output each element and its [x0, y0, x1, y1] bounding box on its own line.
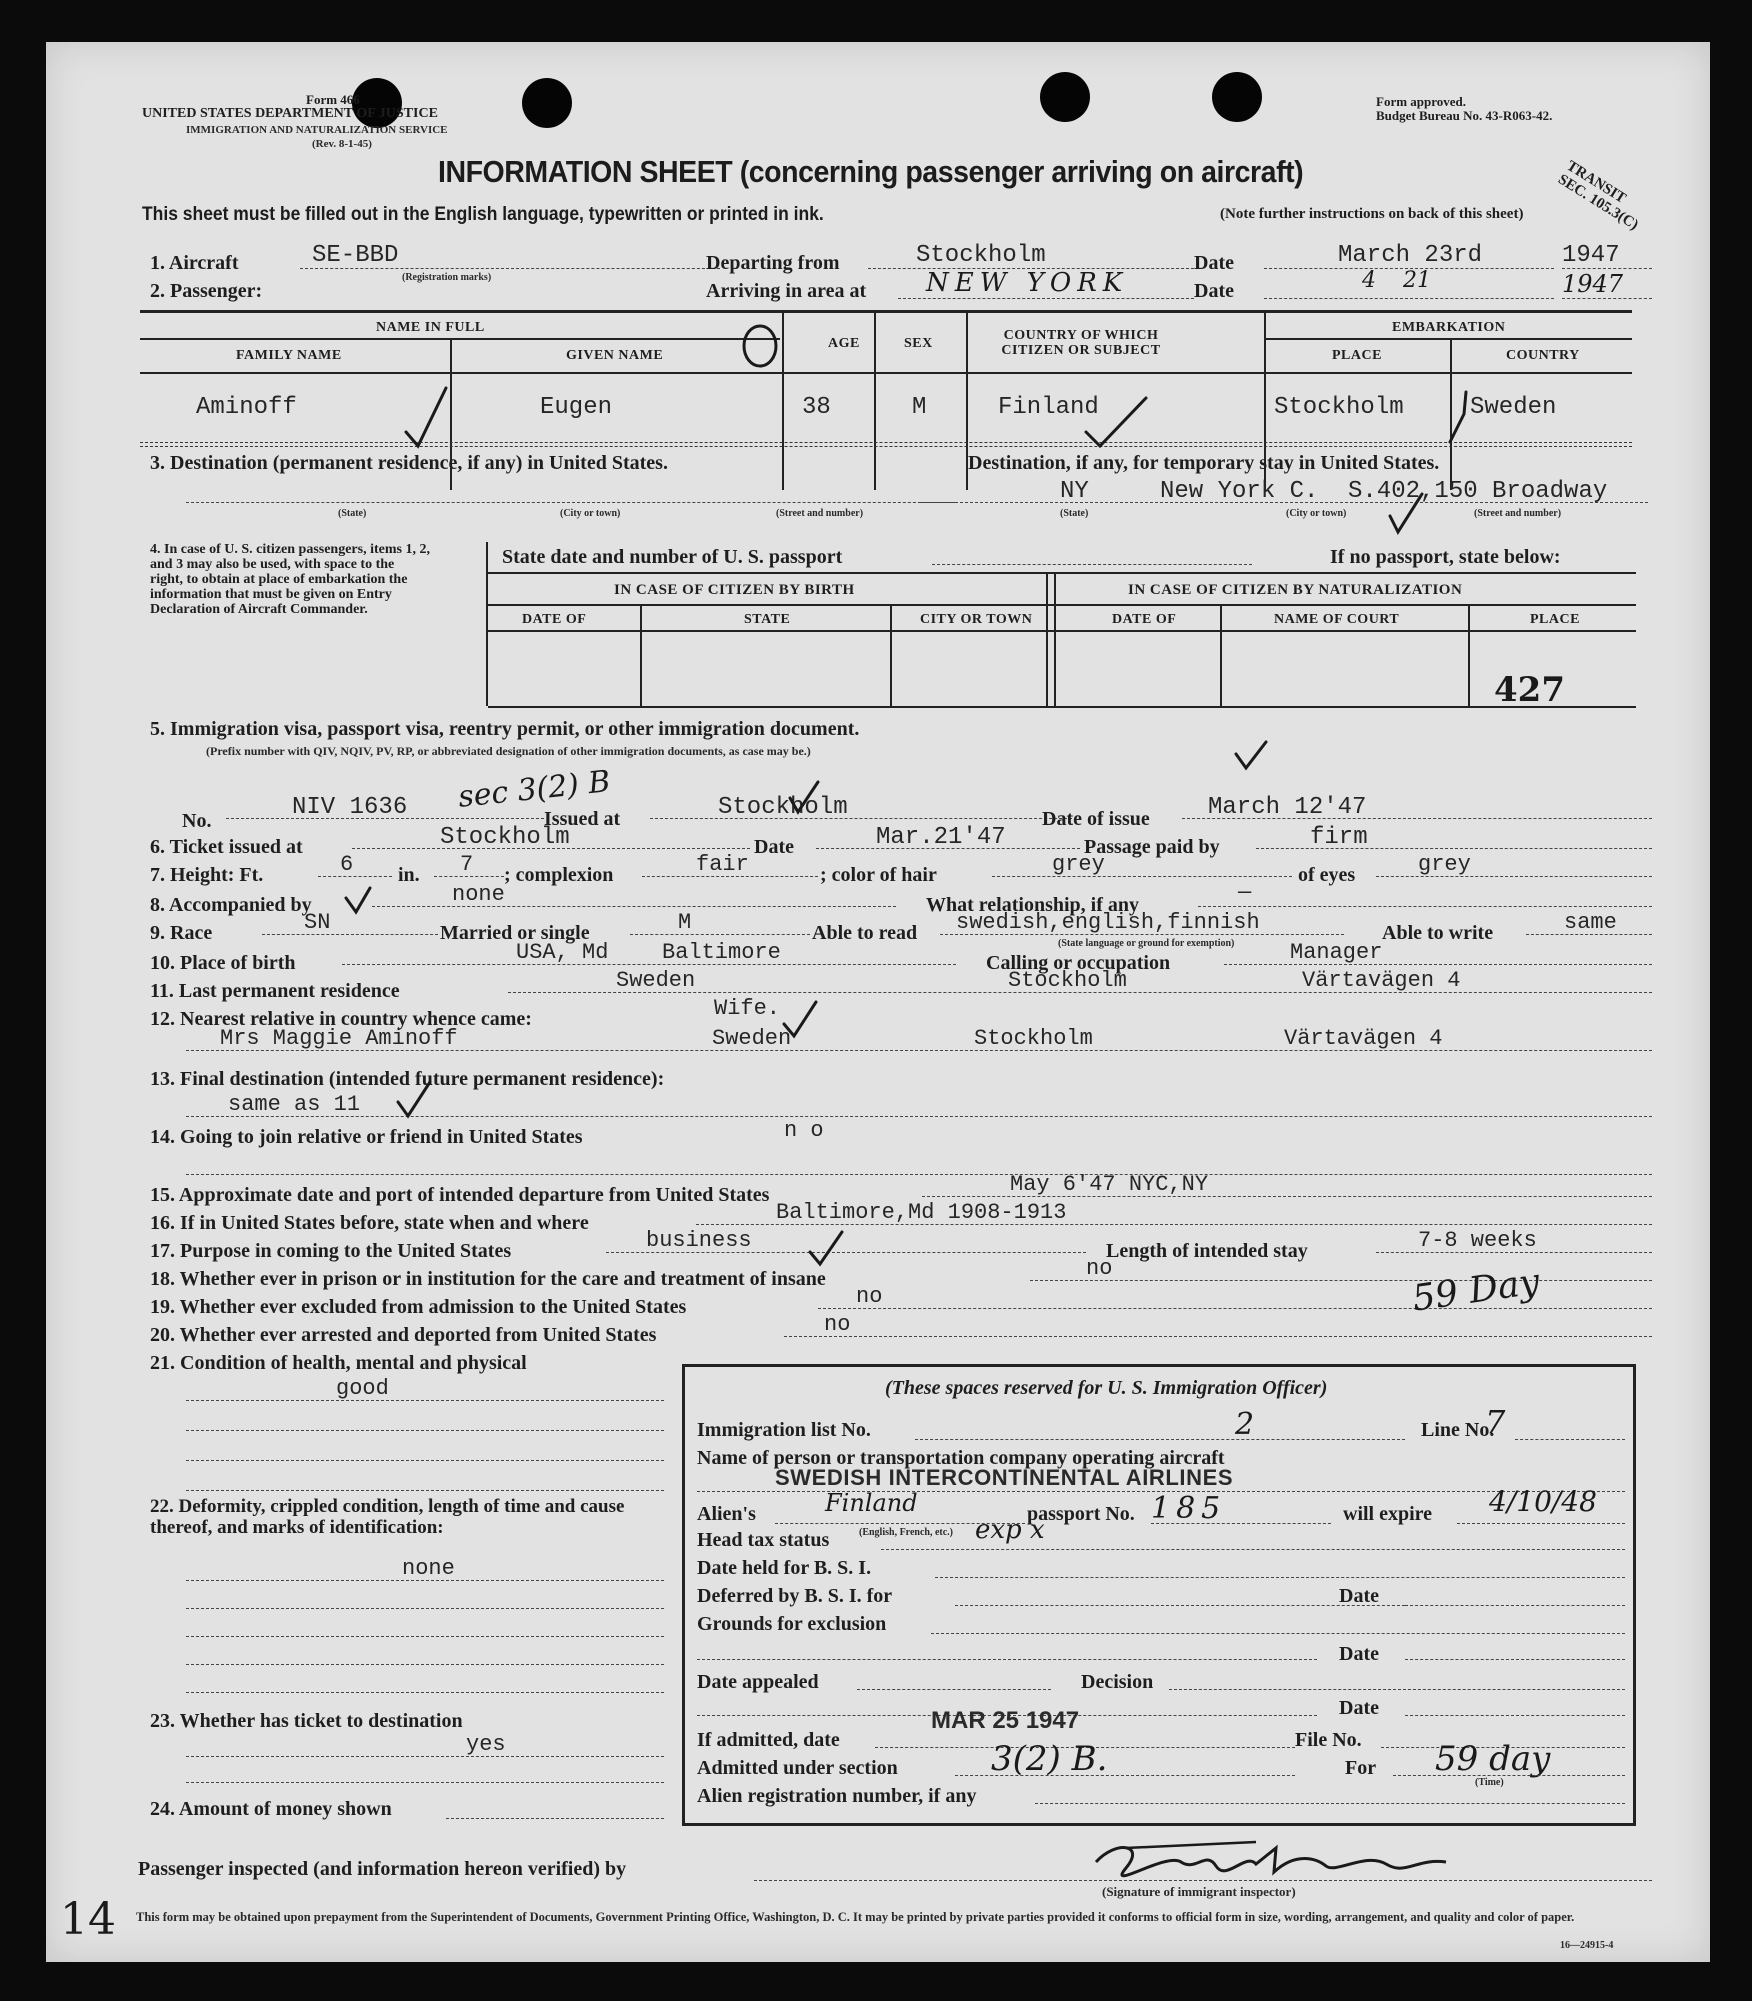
final-dest-value[interactable]: same as 11	[228, 1092, 361, 1117]
issue-date-value[interactable]: March 12'47	[1208, 794, 1367, 821]
officer-box-title: (These spaces reserved for U. S. Immigration Officer)	[885, 1377, 1328, 1399]
officer-box	[682, 1364, 1636, 1826]
passage-paid-label: Passage paid by	[1084, 836, 1220, 858]
no-passport-label: If no passport, state below:	[1330, 546, 1561, 568]
list-no-label: Immigration list No.	[697, 1419, 871, 1441]
aliens-value[interactable]: Finland	[825, 1489, 918, 1517]
punch-hole	[522, 78, 572, 128]
table-top-rule	[140, 310, 1632, 313]
form-sheet	[46, 42, 1710, 1962]
previous-visit-value[interactable]: Baltimore,Md 1908-1913	[776, 1200, 1067, 1225]
last-residence-label: 11. Last permanent residence	[150, 980, 400, 1002]
arrive-year-value[interactable]: 1947	[1562, 270, 1624, 298]
reg-marks-caption: (Registration marks)	[402, 272, 492, 283]
inspector-signature	[1086, 1822, 1466, 1892]
occupation-value[interactable]: Manager	[1290, 940, 1383, 965]
prison-label: 18. Whether ever in prison or in institution for the care and treatment of insane	[150, 1268, 826, 1290]
perm-state-caption: (State)	[338, 508, 367, 519]
family-name-header: FAMILY NAME	[236, 348, 342, 363]
departing-value[interactable]: Stockholm	[916, 242, 1046, 269]
purpose-value[interactable]: business	[646, 1228, 752, 1253]
hair-value[interactable]: grey	[1052, 852, 1105, 877]
join-relative-label: 14. Going to join relative or friend in United States	[150, 1126, 583, 1148]
relative-name-value[interactable]: Mrs Maggie Aminoff	[220, 1026, 458, 1051]
relative-city-value[interactable]: Stockholm	[974, 1026, 1093, 1051]
relative-country-value[interactable]: Sweden	[712, 1026, 792, 1051]
height-ft-value[interactable]: 6	[340, 852, 354, 877]
read-caption: (State language or ground for exemption)	[1058, 938, 1235, 949]
issue-date-label: Date of issue	[1042, 808, 1150, 830]
ticket-value[interactable]: Stockholm	[440, 824, 570, 851]
write-value[interactable]: same	[1564, 910, 1617, 935]
married-value[interactable]: M	[678, 910, 692, 935]
prison-value[interactable]: no	[1086, 1256, 1113, 1281]
relative-street-value[interactable]: Värtavägen 4	[1284, 1026, 1443, 1051]
deported-value[interactable]: no	[824, 1312, 851, 1337]
department: UNITED STATES DEPARTMENT OF JUSTICE	[142, 106, 438, 121]
form-title: INFORMATION SHEET (concerning passenger arriving on aircraft)	[438, 154, 1304, 189]
line-no-value[interactable]: 7	[1485, 1403, 1506, 1441]
purpose-label: 17. Purpose in coming to the United States	[150, 1240, 512, 1262]
complexion-label: ; complexion	[504, 864, 614, 886]
relative-label: 12. Nearest relative in country whence came:	[150, 1008, 532, 1030]
bsi-label: Date held for B. S. I.	[697, 1557, 872, 1579]
head-tax-label: Head tax status	[697, 1529, 830, 1551]
last-residence-country-value[interactable]: Sweden	[616, 968, 696, 993]
deferred-date-label: Date	[1339, 1585, 1379, 1607]
height-in-value[interactable]: 7	[460, 852, 474, 877]
appealed-label: Date appealed	[697, 1671, 819, 1693]
list-no-value[interactable]: 2	[1235, 1407, 1255, 1442]
relationship-label: What relationship, if any	[926, 894, 1139, 916]
age-value[interactable]: 38	[802, 394, 831, 421]
citizen-nat-header: IN CASE OF CITIZEN BY NATURALIZATION	[1128, 582, 1463, 598]
join-relative-value[interactable]: n o	[784, 1118, 824, 1143]
temp-street-caption: (Street and number)	[1474, 508, 1562, 519]
birthplace-label: 10. Place of birth	[150, 952, 296, 974]
given-name-value[interactable]: Eugen	[540, 394, 613, 421]
age-header: AGE	[828, 336, 860, 351]
hair-label: ; color of hair	[820, 864, 937, 886]
temp-city-value[interactable]: New York C.	[1160, 478, 1319, 505]
deported-label: 20. Whether ever arrested and deported from United States	[150, 1324, 657, 1346]
expire-label: will expire	[1343, 1503, 1433, 1525]
ticket-dest-value[interactable]: yes	[466, 1732, 506, 1757]
embark-country-value[interactable]: Sweden	[1470, 394, 1557, 421]
citizen-instructions: 4. In case of U. S. citizen passengers, items 1, 2, and 3 may also be used, with space to the right, to obtain at place of embarkation the information that must be given on Entry Declaration of Aircraft Commander.	[150, 542, 430, 617]
birth-city-col: CITY OR TOWN	[920, 612, 1033, 627]
officer-passport-label: passport No.	[1027, 1503, 1135, 1525]
issued-at-value[interactable]: Stockholm	[718, 794, 848, 821]
arriving-value[interactable]: NEW YORK	[926, 268, 1129, 298]
ticket-label: 6. Ticket issued at	[150, 836, 303, 858]
head-tax-value[interactable]: exp x	[975, 1515, 1045, 1545]
stay-length-label: Length of intended stay	[1106, 1240, 1308, 1262]
last-residence-city-value[interactable]: Stockholm	[1008, 968, 1127, 993]
race-label: 9. Race	[150, 922, 213, 944]
excluded-label: 19. Whether ever excluded from admission to the United States	[150, 1296, 687, 1318]
occupation-label: Calling or occupation	[986, 952, 1171, 974]
embark-place-value[interactable]: Stockholm	[1274, 394, 1404, 421]
expire-value[interactable]: 4/10/48	[1489, 1485, 1597, 1518]
stay-length-value[interactable]: 7-8 weeks	[1418, 1228, 1537, 1253]
height-in-label: in.	[398, 864, 420, 886]
complexion-value[interactable]: fair	[696, 852, 749, 877]
file-no-label: File No.	[1295, 1729, 1362, 1751]
height-label: 7. Height: Ft.	[150, 864, 264, 886]
health-value[interactable]: good	[336, 1376, 389, 1401]
nat-place-col: PLACE	[1530, 612, 1580, 627]
line-no-label: Line No.	[1421, 1419, 1495, 1441]
departure-value[interactable]: May 6'47 NYC,NY	[1010, 1172, 1209, 1197]
birth-date-col: DATE OF	[522, 612, 587, 627]
revision: (Rev. 8-1-45)	[312, 138, 372, 150]
citizen-birth-header: IN CASE OF CITIZEN BY BIRTH	[614, 582, 855, 598]
days-annotation: 59 Day	[1409, 1261, 1543, 1320]
relative-relation-value[interactable]: Wife.	[714, 996, 781, 1021]
birthplace-country-value[interactable]: USA, Md	[516, 940, 609, 965]
read-label: Able to read	[812, 922, 918, 944]
citizen-value[interactable]: Finland	[998, 394, 1099, 421]
destination-perm-label: 3. Destination (permanent residence, if any) in United States.	[150, 452, 668, 474]
passage-paid-value[interactable]: firm	[1310, 824, 1368, 851]
eyes-value[interactable]: grey	[1418, 852, 1471, 877]
deferred-label: Deferred by B. S. I. for	[697, 1585, 893, 1607]
immigration-doc-label: 5. Immigration visa, passport visa, reentry permit, or other immigration document.	[150, 718, 860, 740]
registration-label: Alien registration number, if any	[697, 1785, 977, 1807]
deformity-label: 22. Deformity, crippled condition, length of time and cause thereof, and marks of identification:	[150, 1496, 625, 1538]
citizen-header: COUNTRY OF WHICH CITIZEN OR SUBJECT	[1001, 328, 1161, 358]
temp-state-value[interactable]: NY	[1060, 478, 1089, 505]
officer-passport-value[interactable]: 185	[1151, 1491, 1227, 1526]
fine-print: This form may be obtained upon prepayment from the Superintendent of Documents, Government Printing Office, Washington, D. C. It may be printed by private parties provided it conforms to official form in size, wording, arrangement, and quality and color of paper.	[136, 1910, 1575, 1924]
visa-annotation: sec 3(2) B	[456, 764, 613, 815]
form-code: 16—24915-4	[1560, 1940, 1614, 1951]
service: IMMIGRATION AND NATURALIZATION SERVICE	[186, 124, 448, 136]
immigration-doc-note: (Prefix number with QIV, NQIV, PV, RP, or abbreviated designation of other immigration documents, as case may be.)	[206, 744, 811, 758]
last-residence-street-value[interactable]: Värtavägen 4	[1302, 968, 1461, 993]
transit-stamp: TRANSIT SEC. 105.3(C)	[1555, 157, 1641, 234]
appeal-date-label: Date	[1339, 1697, 1379, 1719]
nat-place-value[interactable]: 427	[1494, 670, 1565, 710]
destination-temp-label: Destination, if any, for temporary stay in United States.	[968, 452, 1440, 474]
arriving-label: Arriving in area at	[706, 280, 867, 302]
accompanied-label: 8. Accompanied by	[150, 894, 312, 916]
admitted-date-label: If admitted, date	[697, 1729, 840, 1751]
final-dest-label: 13. Final destination (intended future permanent residence):	[150, 1068, 665, 1090]
instruction-left: This sheet must be filled out in the English language, typewritten or printed in ink.	[142, 204, 824, 225]
accompanied-value[interactable]: none	[452, 882, 505, 907]
signature-caption: (Signature of immigrant inspector)	[1102, 1884, 1296, 1899]
depart-date-label: Date	[1194, 252, 1234, 274]
for-label: For	[1345, 1757, 1377, 1779]
form-number: Form 466	[306, 92, 360, 107]
relationship-value[interactable]: —	[1238, 880, 1252, 905]
visa-no-value[interactable]: NIV 1636	[292, 794, 408, 821]
family-name-value[interactable]: Aminoff	[196, 394, 297, 421]
punch-hole	[1212, 72, 1262, 122]
birth-state-col: STATE	[744, 612, 791, 627]
eyes-label: of eyes	[1298, 864, 1356, 886]
sex-value[interactable]: M	[912, 394, 927, 421]
depart-date-value[interactable]: March 23rd	[1338, 242, 1483, 269]
time-caption: (Time)	[1475, 1777, 1504, 1788]
nat-date-col: DATE OF	[1112, 612, 1177, 627]
embark-country-header: COUNTRY	[1506, 348, 1580, 363]
deformity-value[interactable]: none	[402, 1556, 455, 1581]
nat-court-col: NAME OF COURT	[1274, 612, 1400, 627]
issued-at-label: Issued at	[544, 808, 621, 830]
grounds-label: Grounds for exclusion	[697, 1613, 887, 1635]
sex-header: SEX	[904, 336, 933, 351]
read-value[interactable]: swedish,english,finnish	[956, 910, 1260, 935]
instruction-right: (Note further instructions on back of this sheet)	[1220, 206, 1524, 222]
company-label: Name of person or transportation company operating aircraft	[697, 1447, 1225, 1469]
health-label: 21. Condition of health, mental and physical	[150, 1352, 527, 1374]
perm-street-caption: (Street and number)	[776, 508, 864, 519]
section-value[interactable]: 3(2) B.	[991, 1739, 1108, 1779]
name-in-full-header: NAME IN FULL	[376, 320, 485, 335]
given-name-header: GIVEN NAME	[566, 348, 664, 363]
aircraft-value[interactable]: SE-BBD	[312, 242, 399, 269]
departure-label: 15. Approximate date and port of intended departure from United States	[150, 1184, 770, 1206]
embarkation-header: EMBARKATION	[1392, 320, 1506, 335]
birthplace-city-value[interactable]: Baltimore	[662, 940, 781, 965]
ticket-date-label: Date	[754, 836, 794, 858]
ticket-date-value[interactable]: Mar.21'47	[876, 824, 1006, 851]
embark-place-header: PLACE	[1332, 348, 1382, 363]
aircraft-label: 1. Aircraft	[150, 252, 239, 274]
perm-city-caption: (City or town)	[560, 508, 621, 519]
passenger-label: 2. Passenger:	[150, 280, 263, 302]
inspected-label: Passenger inspected (and information hereon verified) by	[138, 1858, 627, 1880]
temp-city-caption: (City or town)	[1286, 508, 1347, 519]
temp-street-value[interactable]: S.402,150 Broadway	[1348, 478, 1608, 505]
form-approved: Form approved.	[1376, 94, 1467, 109]
write-label: Able to write	[1382, 922, 1494, 944]
race-value[interactable]: SN	[304, 910, 331, 935]
temp-state-caption: (State)	[1060, 508, 1089, 519]
punch-hole	[1040, 72, 1090, 122]
arrive-date-value[interactable]: 4 21	[1362, 268, 1431, 293]
ticket-dest-label: 23. Whether has ticket to destination	[150, 1710, 463, 1732]
visa-no-label: No.	[182, 810, 212, 832]
for-value[interactable]: 59 day	[1435, 1739, 1551, 1779]
page-number: 14	[60, 1894, 116, 1945]
departing-label: Departing from	[706, 252, 840, 274]
previous-visit-label: 16. If in United States before, state when and where	[150, 1212, 589, 1234]
grounds-date-label: Date	[1339, 1643, 1379, 1665]
decision-label: Decision	[1081, 1671, 1154, 1693]
us-passport-label: State date and number of U. S. passport	[502, 546, 843, 568]
section-label: Admitted under section	[697, 1757, 898, 1779]
excluded-value[interactable]: no	[856, 1284, 883, 1309]
aliens-label: Alien's	[697, 1503, 756, 1525]
company-value[interactable]: SWEDISH INTERCONTINENTAL AIRLINES	[775, 1465, 1234, 1490]
admitted-date-stamp: MAR 25 1947	[931, 1707, 1080, 1734]
married-label: Married or single	[440, 922, 590, 944]
money-label: 24. Amount of money shown	[150, 1798, 392, 1820]
aliens-caption: (English, French, etc.)	[859, 1527, 953, 1538]
arrive-date-label: Date	[1194, 280, 1234, 302]
budget-bureau: Budget Bureau No. 43-R063-42.	[1376, 108, 1553, 123]
depart-year-value[interactable]: 1947	[1562, 242, 1620, 269]
